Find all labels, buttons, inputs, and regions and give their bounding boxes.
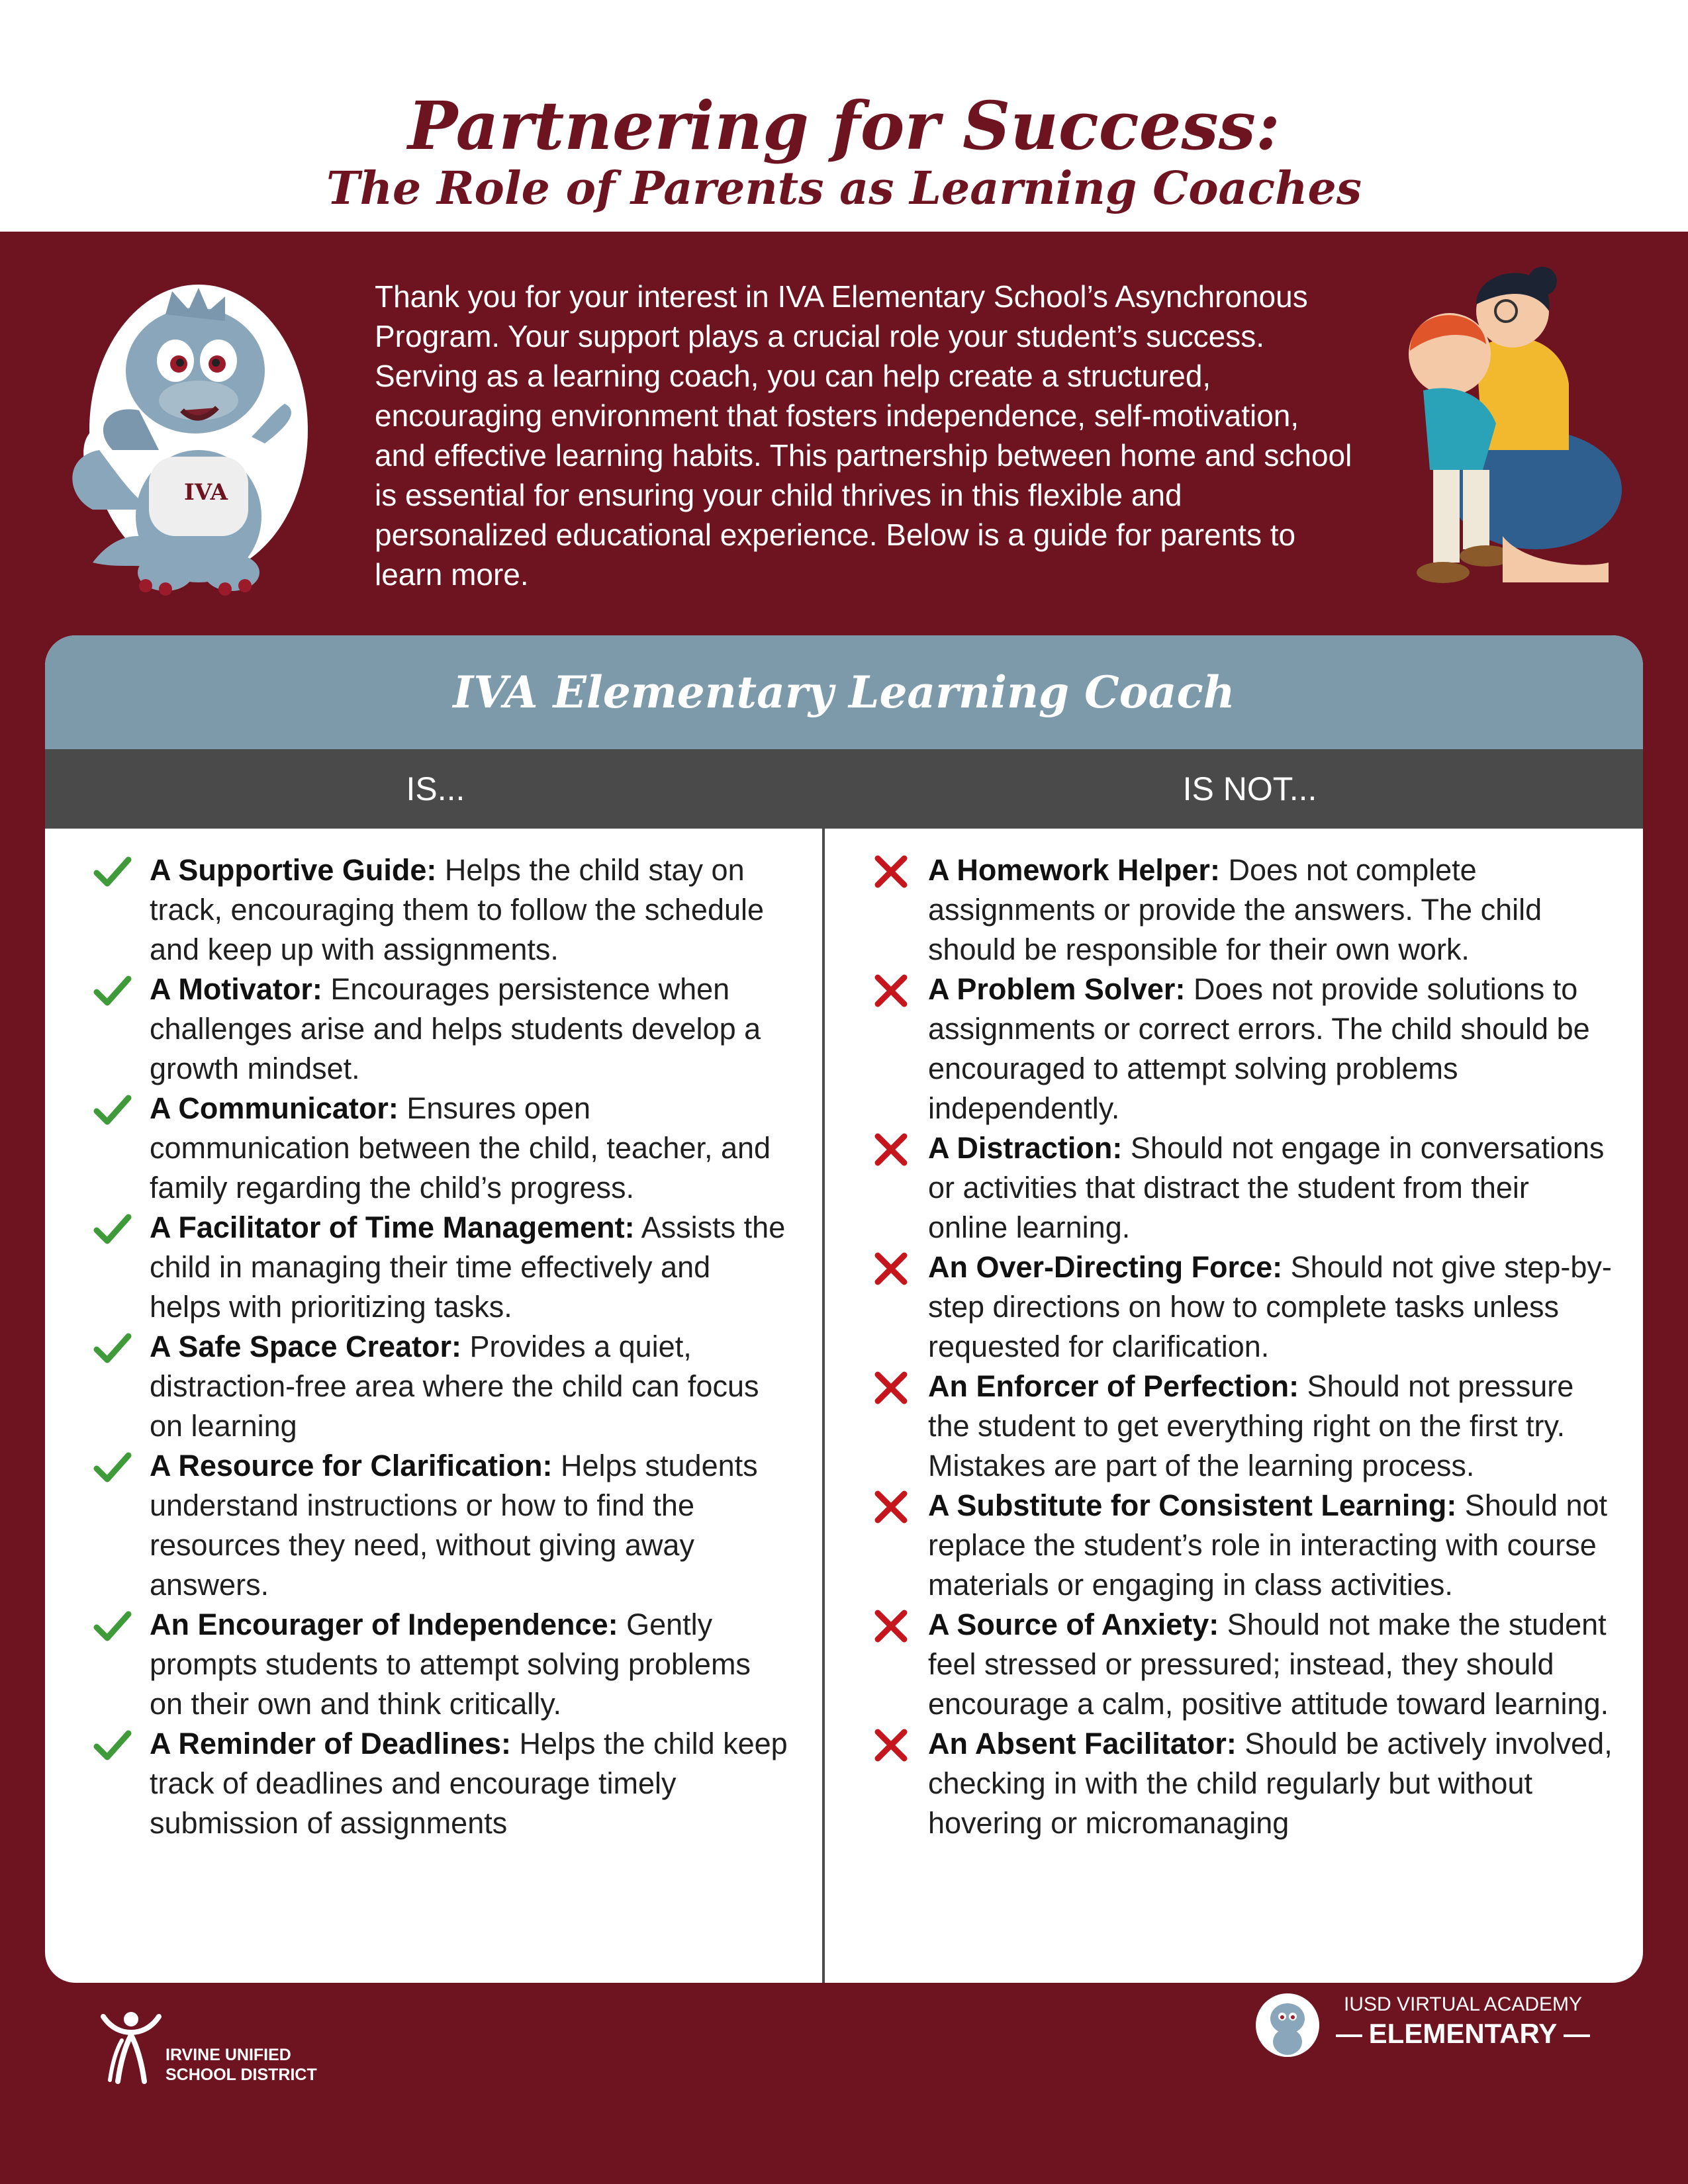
list-item: A Source of Anxiety: Should not make the student feel stressed or pressured; instead, they should encourage a calm, positive attitude toward learning. [871,1605,1613,1724]
list-item: A Resource for Clarification: Helps students understand instructions or how to find the resources they need, without giving away answers. [93,1446,788,1605]
parent-child-illustration [1370,251,1635,609]
check-icon [93,1331,132,1365]
table-title: IVA Elementary Learning Coach [453,666,1235,718]
column-divider [822,829,825,1983]
page-header [0,0,1688,232]
check-icon [93,1450,132,1484]
intro-paragraph: Thank you for your interest in IVA Elementary School’s Asynchronous Program. Your support plays a crucial role your student’s success. Serving as a learning coach, you can help create a structured, encouraging environment that fosters independence, self-motivation, and effective learning habits. This partnership between home and school is essential for ensuring your child thrives in this flexible and personalized educational experience. Below is a guide for parents to learn more. [375,279,1352,592]
is-list [93,850,788,1843]
column-header-bar [45,749,1643,829]
dragon-mascot-illustration [66,278,331,609]
list-item: A Safe Space Creator: Provides a quiet, distraction-free area where the child can focus on learning [93,1327,788,1446]
district-line-1: IRVINE UNIFIED [165,2046,291,2064]
cross-icon [871,974,911,1008]
cross-icon [871,1490,911,1524]
academy-line-2: ELEMENTARY [1368,2018,1558,2049]
cross-icon [871,1132,911,1167]
column-header-is-not: IS NOT... [1182,770,1317,807]
iva-mascot-logo-icon [1254,1989,1321,2062]
iusd-logo-icon [98,2009,164,2085]
academy-line-2-row [1324,2017,1602,2050]
list-item: A Problem Solver: Does not provide solutions to assignments or correct errors. The child should be encouraged to attempt solving problems independently. [871,970,1613,1128]
list-item: A Motivator: Encourages persistence when challenges arise and helps students develop a growth mindset. [93,970,788,1089]
check-icon [93,1093,132,1127]
academy-wordmark [1324,1992,1602,2050]
cross-icon [871,1609,911,1643]
is-not-list [871,850,1613,1843]
cross-icon [871,854,911,889]
list-item: A Distraction: Should not engage in conversations or activities that distract the student from their online learning. [871,1128,1613,1248]
check-icon [93,854,132,889]
cross-icon [871,1728,911,1762]
check-icon [93,1212,132,1246]
list-item: An Over-Directing Force: Should not give step-by-step directions on how to complete tasks unless requested for clarification. [871,1248,1613,1367]
divider-dash [1564,2034,1590,2037]
check-icon [93,1728,132,1762]
academy-line-1: IUSD VIRTUAL ACADEMY [1343,1993,1583,2015]
list-item: A Communicator: Ensures open communication between the child, teacher, and family regarding the child’s progress. [93,1089,788,1208]
page-title: Partnering for Success: [408,87,1280,165]
page-subtitle: The Role of Parents as Learning Coaches [326,162,1362,215]
divider-dash [1336,2034,1362,2037]
mascot-shirt-text: IVA [184,479,228,506]
cross-icon [871,1251,911,1286]
list-item: A Homework Helper: Does not complete assignments or provide the answers. The child should be responsible for their own work. [871,850,1613,970]
list-item: A Facilitator of Time Management: Assists the child in managing their time effectively and helps with prioritizing tasks. [93,1208,788,1327]
check-icon [93,1609,132,1643]
iusd-wordmark [165,2045,317,2085]
list-item: A Reminder of Deadlines: Helps the child keep track of deadlines and encourage timely submission of assignments [93,1724,788,1843]
table-title-bar [45,635,1643,749]
check-icon [93,974,132,1008]
list-item: An Enforcer of Perfection: Should not pressure the student to get everything right on the first try. Mistakes are part of the learning process. [871,1367,1613,1486]
column-header-is: IS... [406,770,465,807]
list-item: An Encourager of Independence: Gently prompts students to attempt solving problems on their own and think critically. [93,1605,788,1724]
list-item: A Supportive Guide: Helps the child stay on track, encouraging them to follow the schedule and keep up with assignments. [93,850,788,970]
cross-icon [871,1371,911,1405]
list-item: A Substitute for Consistent Learning: Should not replace the student’s role in interacting with course materials or engaging in class activities. [871,1486,1613,1605]
district-line-2: SCHOOL DISTRICT [165,2066,317,2084]
list-item: An Absent Facilitator: Should be actively involved, checking in with the child regularly but without hovering or micromanaging [871,1724,1613,1843]
